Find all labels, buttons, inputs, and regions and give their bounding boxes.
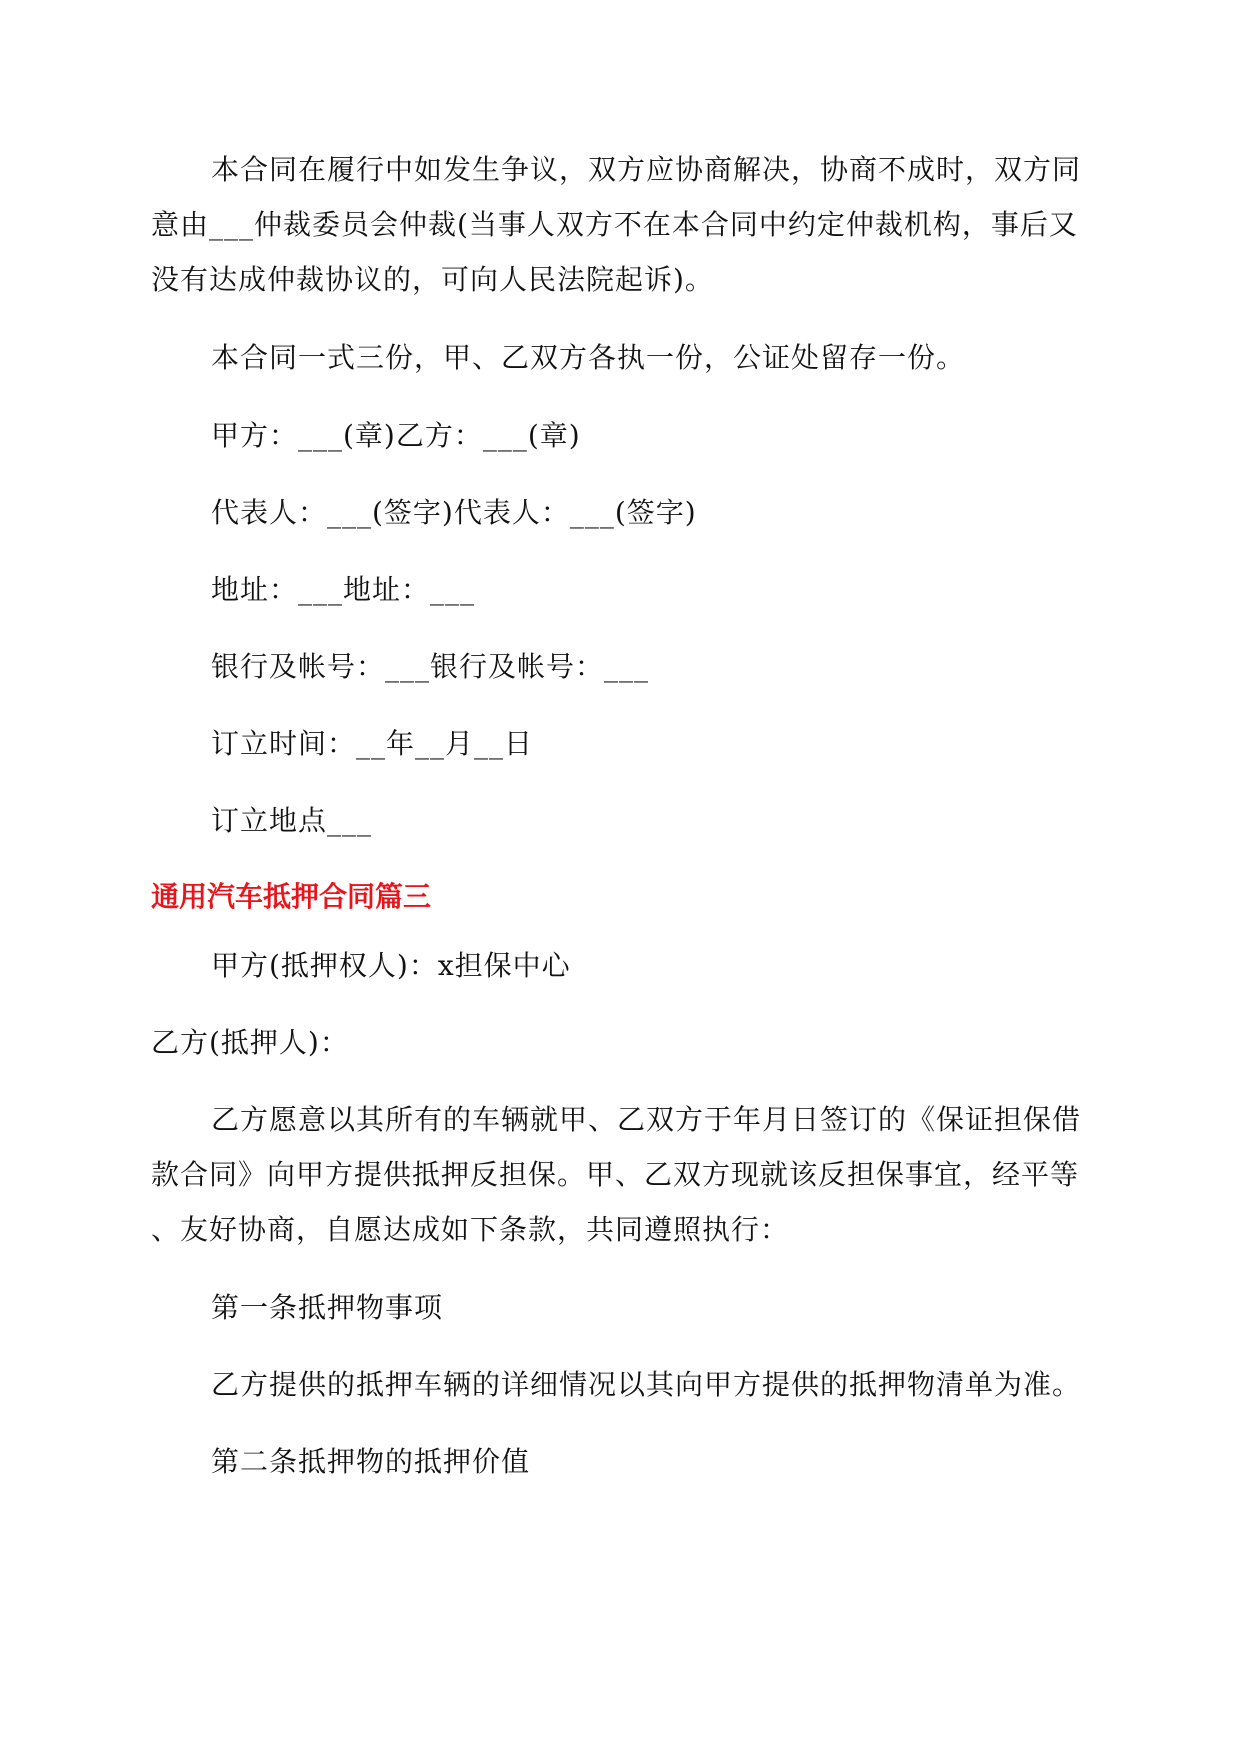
arbitration-paragraph-line-1: 本合同在履行中如发生争议，双方应协商解决，协商不成时，双方同 <box>211 153 1082 186</box>
party-b-line: 乙方(抵押人)： <box>151 1026 349 1059</box>
intro-paragraph-line-2: 款合同》向甲方提供抵押反担保。甲、乙双方现就该反担保事宜，经平等 <box>151 1158 1080 1191</box>
signature-parties: 甲方：___(章)乙方：___(章) <box>211 419 581 452</box>
intro-paragraph-line-3: 、友好协商，自愿达成如下条款，共同遵照执行： <box>151 1213 790 1246</box>
signature-bank-accounts: 银行及帐号：___银行及帐号：___ <box>211 650 650 683</box>
article-2-title: 第二条抵押物的抵押价值 <box>211 1445 531 1478</box>
arbitration-paragraph-line-3: 没有达成仲裁协议的，可向人民法院起诉)。 <box>151 263 714 296</box>
article-1-text: 乙方提供的抵押车辆的详细情况以其向甲方提供的抵押物清单为准。 <box>211 1368 1082 1401</box>
arbitration-paragraph-line-2: 意由___仲裁委员会仲裁(当事人双方不在本合同中约定仲裁机构，事后又 <box>151 208 1078 241</box>
signature-representatives: 代表人：___(签字)代表人：___(签字) <box>211 496 697 529</box>
intro-paragraph-line-1: 乙方愿意以其所有的车辆就甲、乙双方于年月日签订的《保证担保借 <box>211 1103 1082 1136</box>
signature-place: 订立地点___ <box>211 804 373 837</box>
party-a-line: 甲方(抵押权人)：x担保中心 <box>211 949 571 982</box>
copies-paragraph: 本合同一式三份，甲、乙双方各执一份，公证处留存一份。 <box>211 341 966 374</box>
signature-date: 订立时间：__年__月__日 <box>211 727 534 760</box>
section-heading: 通用汽车抵押合同篇三 <box>151 880 432 913</box>
article-1-title: 第一条抵押物事项 <box>211 1291 444 1324</box>
signature-addresses: 地址：___地址：___ <box>211 573 476 606</box>
